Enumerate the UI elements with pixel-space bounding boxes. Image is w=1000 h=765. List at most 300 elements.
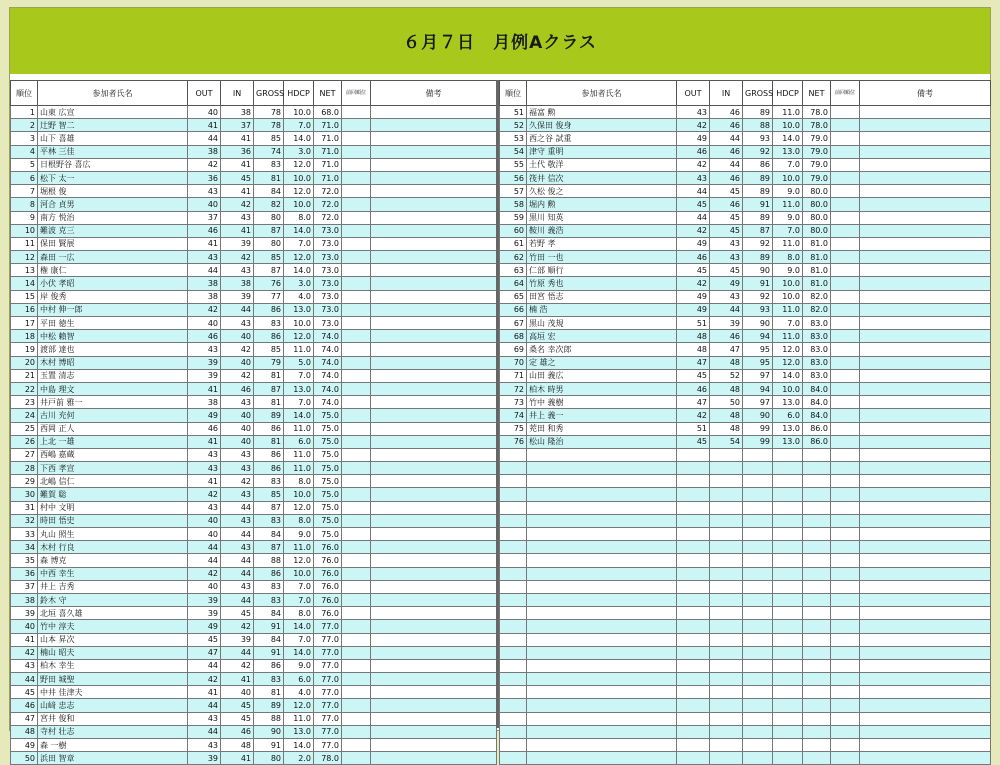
empty-cell	[860, 422, 991, 435]
hdcp-header: HDCP	[284, 81, 314, 106]
empty-cell	[803, 448, 831, 461]
name-cell: 辻野 智二	[38, 119, 188, 132]
rank-cell: 48	[11, 725, 38, 738]
name-cell: 定 雄之	[527, 356, 677, 369]
hdcp-cell: 7.0	[773, 317, 803, 330]
rank-cell: 51	[500, 106, 527, 119]
empty-cell	[371, 739, 497, 752]
name-cell: 難波 克三	[38, 224, 188, 237]
empty-cell	[803, 673, 831, 686]
table-row	[11, 580, 497, 593]
empty-cell	[860, 633, 991, 646]
empty-cell	[743, 448, 773, 461]
empty-cell	[500, 712, 527, 725]
out-cell: 46	[188, 422, 221, 435]
empty-cell	[342, 343, 371, 356]
table-row	[500, 132, 991, 145]
out-cell: 41	[188, 237, 221, 250]
remarks-header: 備考	[860, 81, 991, 106]
name-cell: 玉置 清志	[38, 369, 188, 382]
in-cell: 41	[221, 752, 254, 765]
empty-cell	[342, 290, 371, 303]
in-cell: 44	[221, 501, 254, 514]
out-cell: 41	[188, 435, 221, 448]
hdcp-cell: 8.0	[773, 251, 803, 264]
empty-cell	[342, 106, 371, 119]
hdcp-cell: 12.0	[284, 699, 314, 712]
empty-cell	[831, 382, 860, 395]
net-cell: 73.0	[314, 224, 342, 237]
empty-cell	[860, 501, 991, 514]
empty-cell	[831, 237, 860, 250]
empty-cell	[773, 528, 803, 541]
empty-cell	[743, 712, 773, 725]
empty-cell	[831, 317, 860, 330]
empty-cell	[342, 528, 371, 541]
empty-cell	[500, 659, 527, 672]
gross-cell: 99	[743, 435, 773, 448]
empty-cell	[677, 712, 710, 725]
empty-cell	[743, 541, 773, 554]
empty-cell	[860, 224, 991, 237]
out-header: OUT	[677, 81, 710, 106]
empty-cell	[831, 343, 860, 356]
empty-cell	[860, 119, 991, 132]
net-cell: 76.0	[314, 567, 342, 580]
empty-cell	[500, 593, 527, 606]
out-cell: 44	[188, 132, 221, 145]
in-cell: 46	[710, 119, 743, 132]
hdcp-cell: 9.0	[773, 211, 803, 224]
out-cell: 49	[677, 303, 710, 316]
hdcp-cell: 13.0	[773, 435, 803, 448]
rank-cell: 42	[11, 646, 38, 659]
name-cell: 中井 佳津夫	[38, 686, 188, 699]
out-cell: 40	[188, 317, 221, 330]
empty-cell	[710, 725, 743, 738]
net-cell: 77.0	[314, 673, 342, 686]
hdcp-cell: 14.0	[773, 132, 803, 145]
empty-cell	[342, 607, 371, 620]
hdcp-cell: 6.0	[284, 673, 314, 686]
name-cell: 楠 浩	[527, 303, 677, 316]
empty-cell	[342, 462, 371, 475]
table-row	[11, 659, 497, 672]
name-cell: 浜田 智章	[38, 752, 188, 765]
empty-cell	[831, 475, 860, 488]
empty-cell	[371, 198, 497, 211]
table-row	[500, 488, 991, 501]
out-cell: 42	[677, 158, 710, 171]
page-title: ６月７日 月例Aクラス	[403, 33, 597, 53]
hdcp-cell: 11.0	[773, 198, 803, 211]
gross-cell: 83	[254, 673, 284, 686]
in-cell: 45	[710, 224, 743, 237]
in-cell: 52	[710, 369, 743, 382]
gross-cell: 83	[254, 580, 284, 593]
hdcp-cell: 12.0	[773, 343, 803, 356]
rank-cell: 43	[11, 659, 38, 672]
table-row	[500, 106, 991, 119]
hdcp-cell: 4.0	[284, 686, 314, 699]
gross-cell: 84	[254, 633, 284, 646]
net-cell: 75.0	[314, 422, 342, 435]
empty-cell	[831, 699, 860, 712]
in-cell: 48	[710, 382, 743, 395]
name-cell: 土代 敬洋	[527, 158, 677, 171]
empty-cell	[831, 462, 860, 475]
in-cell: 39	[221, 633, 254, 646]
empty-cell	[371, 330, 497, 343]
out-cell: 43	[188, 343, 221, 356]
empty-cell	[371, 303, 497, 316]
net-cell: 83.0	[803, 369, 831, 382]
net-cell: 79.0	[803, 158, 831, 171]
empty-cell	[500, 567, 527, 580]
table-row	[11, 382, 497, 395]
hdcp-cell: 11.0	[284, 343, 314, 356]
empty-cell	[831, 673, 860, 686]
rank-cell: 63	[500, 264, 527, 277]
table-row	[11, 435, 497, 448]
empty-cell	[773, 580, 803, 593]
table-row	[11, 237, 497, 250]
hdcp-cell: 6.0	[284, 435, 314, 448]
rank-cell: 10	[11, 224, 38, 237]
table-row	[500, 448, 991, 461]
table-row	[500, 422, 991, 435]
name-cell: 山﨑 忠志	[38, 699, 188, 712]
empty-cell	[527, 712, 677, 725]
empty-cell	[371, 224, 497, 237]
name-cell: 上北 一雄	[38, 435, 188, 448]
empty-cell	[371, 185, 497, 198]
empty-cell	[677, 488, 710, 501]
empty-cell	[773, 448, 803, 461]
name-header: 参加者氏名	[527, 81, 677, 106]
gross-cell: 85	[254, 132, 284, 145]
net-cell: 82.0	[803, 290, 831, 303]
empty-cell	[831, 185, 860, 198]
remarks-header: 備考	[371, 81, 497, 106]
empty-cell	[500, 514, 527, 527]
empty-cell	[860, 580, 991, 593]
in-cell: 43	[221, 448, 254, 461]
in-cell: 42	[221, 659, 254, 672]
table-row	[500, 264, 991, 277]
in-cell: 46	[710, 106, 743, 119]
table-row	[500, 475, 991, 488]
empty-cell	[831, 106, 860, 119]
table-row	[11, 475, 497, 488]
empty-cell	[743, 752, 773, 765]
empty-cell	[831, 356, 860, 369]
empty-cell	[342, 264, 371, 277]
net-cell: 75.0	[314, 475, 342, 488]
net-cell: 73.0	[314, 303, 342, 316]
empty-cell	[710, 739, 743, 752]
rank-cell: 14	[11, 277, 38, 290]
empty-cell	[831, 646, 860, 659]
hdcp-cell: 10.0	[773, 290, 803, 303]
empty-cell	[500, 646, 527, 659]
out-cell: 42	[677, 277, 710, 290]
in-cell: 48	[710, 409, 743, 422]
net-cell: 75.0	[314, 409, 342, 422]
in-cell: 46	[710, 171, 743, 184]
table-row	[500, 435, 991, 448]
net-cell: 77.0	[314, 712, 342, 725]
hdcp-cell: 10.0	[773, 171, 803, 184]
in-cell: 48	[710, 422, 743, 435]
gross-cell: 86	[743, 158, 773, 171]
empty-cell	[831, 725, 860, 738]
name-cell: 西之谷 試重	[527, 132, 677, 145]
in-cell: 46	[221, 382, 254, 395]
in-cell: 43	[710, 237, 743, 250]
hdcp-cell: 10.0	[284, 198, 314, 211]
net-cell: 72.0	[314, 185, 342, 198]
name-cell: 堀内 勲	[527, 198, 677, 211]
hdcp-cell: 11.0	[773, 303, 803, 316]
net-cell: 81.0	[803, 237, 831, 250]
table-row	[11, 251, 497, 264]
gross-cell: 91	[254, 739, 284, 752]
table-row	[11, 264, 497, 277]
empty-cell	[677, 462, 710, 475]
gross-cell: 79	[254, 356, 284, 369]
table-row	[500, 396, 991, 409]
empty-cell	[342, 185, 371, 198]
empty-cell	[710, 699, 743, 712]
in-cell: 46	[710, 145, 743, 158]
empty-cell	[860, 132, 991, 145]
in-cell: 40	[221, 330, 254, 343]
hdcp-cell: 9.0	[284, 659, 314, 672]
name-cell: 木村 博昭	[38, 356, 188, 369]
hdcp-cell: 3.0	[284, 145, 314, 158]
empty-cell	[371, 277, 497, 290]
empty-cell	[860, 435, 991, 448]
empty-cell	[342, 330, 371, 343]
empty-cell	[677, 475, 710, 488]
empty-cell	[342, 251, 371, 264]
in-cell: 43	[221, 462, 254, 475]
empty-cell	[527, 528, 677, 541]
gross-cell: 85	[254, 251, 284, 264]
out-cell: 43	[677, 171, 710, 184]
empty-cell	[831, 501, 860, 514]
rank-cell: 24	[11, 409, 38, 422]
empty-cell	[710, 541, 743, 554]
net-cell: 78.0	[803, 106, 831, 119]
empty-cell	[773, 475, 803, 488]
hdcp-cell: 10.0	[773, 119, 803, 132]
empty-cell	[500, 554, 527, 567]
rank-cell: 16	[11, 303, 38, 316]
gross-cell: 86	[254, 659, 284, 672]
empty-cell	[342, 501, 371, 514]
empty-cell	[527, 448, 677, 461]
name-cell: 北垣 喜久雄	[38, 607, 188, 620]
in-header: IN	[710, 81, 743, 106]
table-row	[11, 422, 497, 435]
empty-cell	[342, 198, 371, 211]
net-cell: 82.0	[803, 303, 831, 316]
net-cell: 76.0	[314, 554, 342, 567]
table-row	[500, 620, 991, 633]
table-row	[11, 699, 497, 712]
out-cell: 37	[188, 211, 221, 224]
empty-cell	[773, 646, 803, 659]
empty-cell	[527, 620, 677, 633]
net-cell: 73.0	[314, 237, 342, 250]
name-cell: 桑名 幸次郎	[527, 343, 677, 356]
out-cell: 38	[188, 277, 221, 290]
name-header: 参加者氏名	[38, 81, 188, 106]
in-cell: 43	[221, 580, 254, 593]
out-cell: 43	[188, 739, 221, 752]
empty-cell	[677, 673, 710, 686]
empty-cell	[342, 646, 371, 659]
net-cell: 83.0	[803, 317, 831, 330]
name-cell: 保田 賢展	[38, 237, 188, 250]
gross-cell: 94	[743, 382, 773, 395]
empty-cell	[500, 501, 527, 514]
empty-cell	[773, 593, 803, 606]
prev-rank-header: 前回順位	[831, 81, 860, 106]
empty-cell	[677, 593, 710, 606]
name-cell: 森 博克	[38, 554, 188, 567]
net-cell: 84.0	[803, 382, 831, 395]
empty-cell	[371, 686, 497, 699]
gross-cell: 89	[254, 409, 284, 422]
net-cell: 75.0	[314, 435, 342, 448]
gross-cell: 89	[743, 106, 773, 119]
empty-cell	[831, 198, 860, 211]
gross-cell: 86	[254, 567, 284, 580]
empty-cell	[860, 264, 991, 277]
out-cell: 43	[188, 462, 221, 475]
empty-cell	[371, 264, 497, 277]
empty-cell	[500, 488, 527, 501]
empty-cell	[743, 686, 773, 699]
out-cell: 48	[677, 343, 710, 356]
rank-cell: 72	[500, 382, 527, 395]
empty-cell	[773, 514, 803, 527]
empty-cell	[677, 501, 710, 514]
empty-cell	[860, 277, 991, 290]
in-cell: 45	[221, 712, 254, 725]
empty-cell	[831, 277, 860, 290]
net-cell: 74.0	[314, 330, 342, 343]
in-cell: 39	[710, 317, 743, 330]
empty-cell	[860, 396, 991, 409]
in-cell: 45	[710, 211, 743, 224]
empty-cell	[860, 488, 991, 501]
hdcp-cell: 7.0	[284, 369, 314, 382]
empty-cell	[371, 119, 497, 132]
hdcp-cell: 8.0	[284, 211, 314, 224]
in-cell: 46	[710, 198, 743, 211]
gross-cell: 90	[743, 264, 773, 277]
table-row	[500, 277, 991, 290]
empty-cell	[371, 382, 497, 395]
in-cell: 43	[221, 541, 254, 554]
empty-cell	[773, 620, 803, 633]
in-cell: 36	[221, 145, 254, 158]
rank-cell: 58	[500, 198, 527, 211]
empty-cell	[803, 646, 831, 659]
gross-cell: 91	[743, 277, 773, 290]
name-cell: 古川 充何	[38, 409, 188, 422]
hdcp-cell: 10.0	[284, 317, 314, 330]
gross-cell: 87	[254, 541, 284, 554]
hdcp-cell: 11.0	[284, 712, 314, 725]
empty-cell	[803, 580, 831, 593]
out-cell: 39	[188, 593, 221, 606]
gross-cell: 92	[743, 145, 773, 158]
hdcp-cell: 9.0	[284, 528, 314, 541]
in-cell: 44	[221, 303, 254, 316]
rank-cell: 46	[11, 699, 38, 712]
empty-cell	[773, 699, 803, 712]
out-cell: 42	[677, 224, 710, 237]
empty-cell	[860, 251, 991, 264]
table-row	[11, 198, 497, 211]
out-cell: 39	[188, 356, 221, 369]
empty-cell	[371, 211, 497, 224]
gross-cell: 83	[254, 593, 284, 606]
empty-cell	[371, 409, 497, 422]
empty-cell	[342, 119, 371, 132]
out-cell: 44	[188, 699, 221, 712]
empty-cell	[371, 633, 497, 646]
name-cell: 宮井 俊和	[38, 712, 188, 725]
net-cell: 80.0	[803, 224, 831, 237]
out-cell: 46	[677, 145, 710, 158]
name-cell: 渡部 達也	[38, 343, 188, 356]
empty-cell	[860, 158, 991, 171]
name-cell: 森田 一広	[38, 251, 188, 264]
empty-cell	[342, 409, 371, 422]
net-cell: 72.0	[314, 198, 342, 211]
empty-cell	[831, 488, 860, 501]
empty-cell	[371, 593, 497, 606]
gross-cell: 74	[254, 145, 284, 158]
gross-cell: 87	[743, 224, 773, 237]
rank-cell: 8	[11, 198, 38, 211]
table-row	[11, 330, 497, 343]
empty-cell	[342, 673, 371, 686]
empty-cell	[860, 462, 991, 475]
empty-cell	[527, 673, 677, 686]
empty-cell	[677, 633, 710, 646]
gross-cell: 81	[254, 435, 284, 448]
rank-cell: 67	[500, 317, 527, 330]
hdcp-cell: 14.0	[284, 224, 314, 237]
name-cell: 森 一樹	[38, 739, 188, 752]
net-cell: 73.0	[314, 277, 342, 290]
gross-cell: 90	[254, 725, 284, 738]
empty-cell	[342, 475, 371, 488]
empty-cell	[860, 448, 991, 461]
name-cell: 丸山 照生	[38, 528, 188, 541]
empty-cell	[710, 462, 743, 475]
out-cell: 51	[677, 317, 710, 330]
name-cell: 時田 悟史	[38, 514, 188, 527]
in-cell: 43	[221, 264, 254, 277]
